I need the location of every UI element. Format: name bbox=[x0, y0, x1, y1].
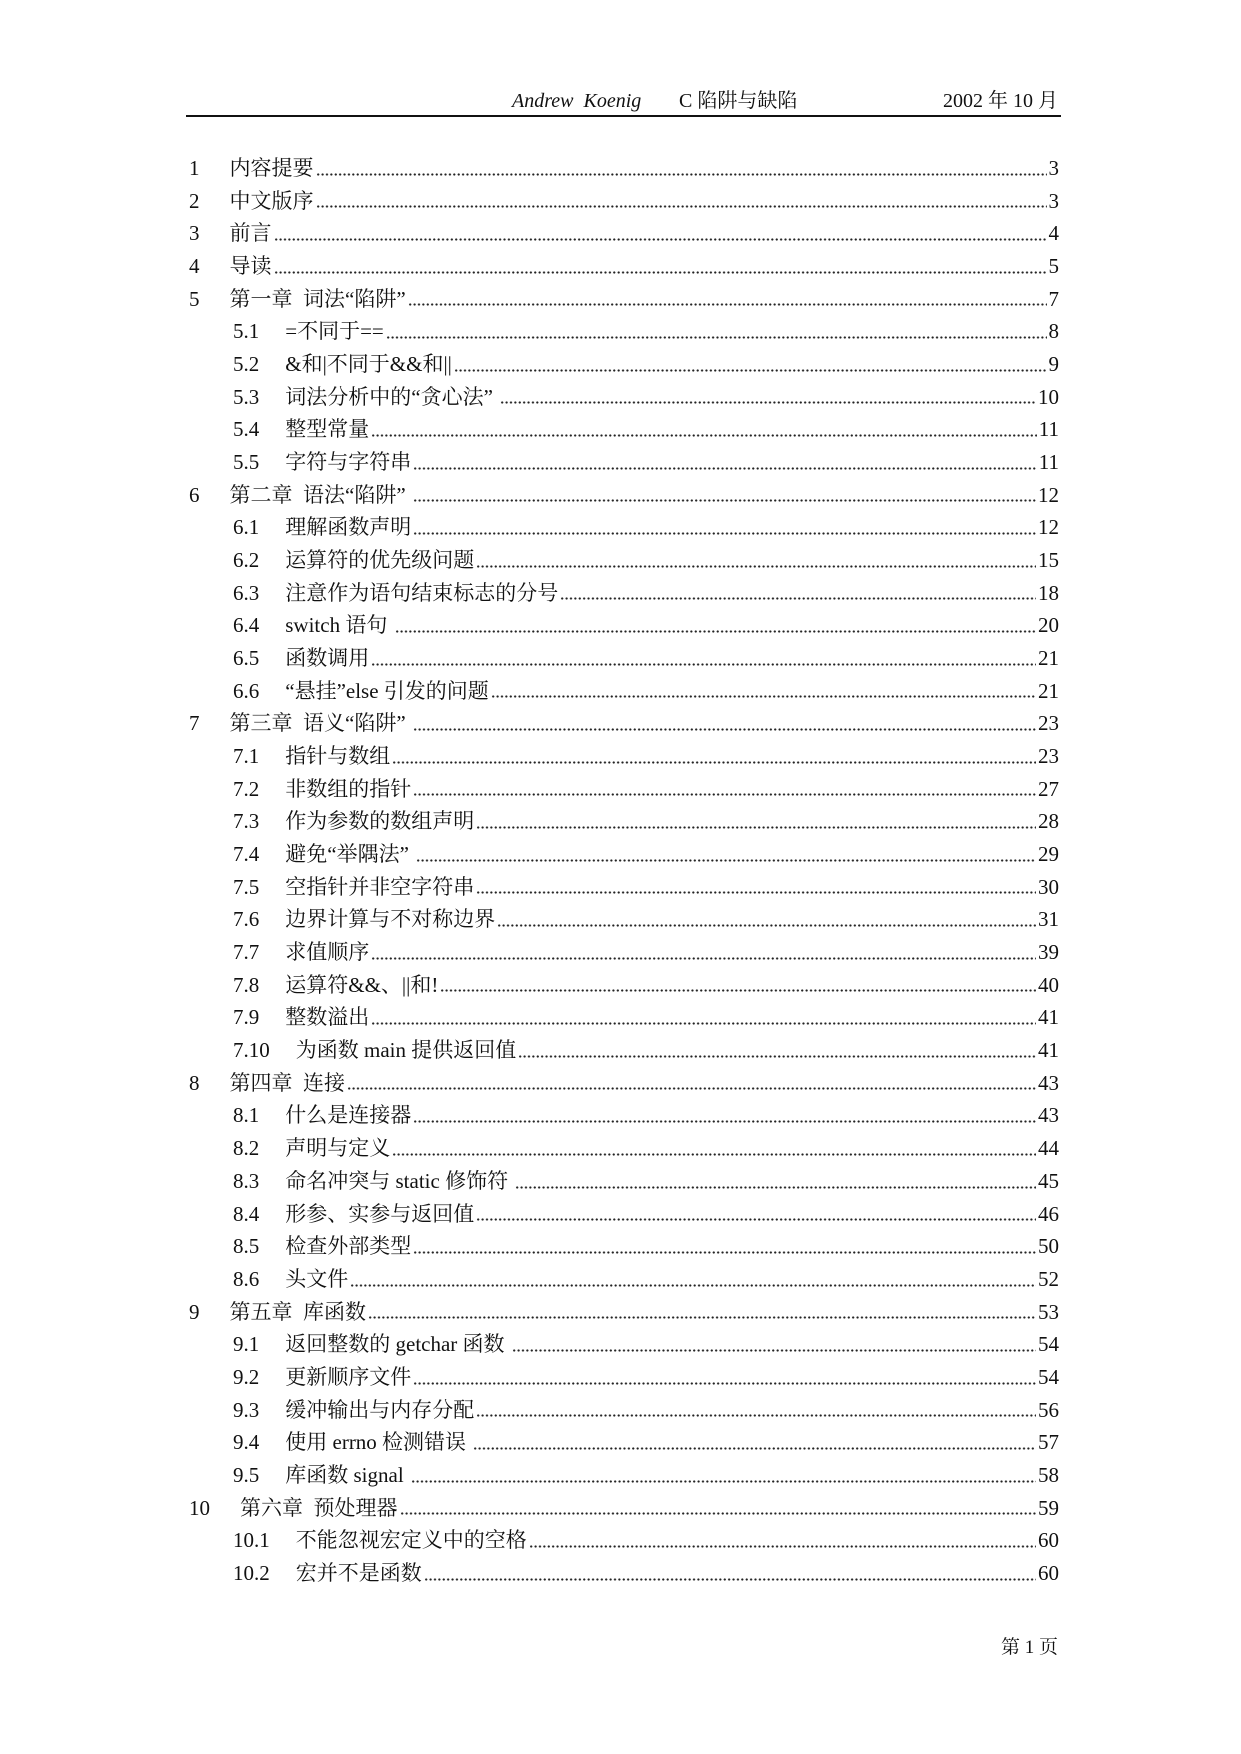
toc-entry[interactable] bbox=[189, 903, 1059, 936]
toc-entry-title: 什么是连接器 bbox=[285, 1103, 412, 1128]
toc-entry[interactable] bbox=[189, 1328, 1059, 1361]
toc-entry-title: 作为参数的数组声明 bbox=[285, 809, 475, 834]
toc-entry[interactable] bbox=[189, 707, 1059, 740]
toc-entry-title: 库函数 signal bbox=[285, 1462, 409, 1487]
toc-entry-title: 求值顺序 bbox=[285, 940, 370, 965]
dot-leader bbox=[408, 303, 1047, 306]
toc-entry-title: 运算符的优先级问题 bbox=[285, 548, 475, 573]
toc-entry-number: 6.1 bbox=[233, 515, 260, 540]
toc-entry-title: 指针与数组 bbox=[285, 744, 391, 769]
toc-entry-title: 整型常量 bbox=[285, 417, 370, 442]
toc-entry-title: 使用 errno 检测错误 bbox=[285, 1430, 472, 1455]
dot-leader bbox=[416, 859, 1036, 862]
dot-leader bbox=[476, 1414, 1036, 1417]
toc-entry-number: 4 bbox=[189, 254, 200, 279]
toc-entry-number: 5.4 bbox=[233, 417, 260, 442]
dot-leader bbox=[371, 434, 1037, 437]
toc-entry[interactable] bbox=[189, 609, 1059, 642]
dot-leader bbox=[411, 1480, 1036, 1483]
dot-leader bbox=[491, 695, 1036, 698]
dot-leader bbox=[529, 1545, 1036, 1548]
toc-entry-number: 6.4 bbox=[233, 613, 260, 638]
toc-entry[interactable] bbox=[189, 773, 1059, 806]
dot-leader bbox=[413, 728, 1036, 731]
dot-leader bbox=[454, 369, 1047, 372]
dot-leader bbox=[347, 1087, 1036, 1090]
toc-entry[interactable] bbox=[189, 446, 1059, 479]
toc-entry[interactable] bbox=[189, 1198, 1059, 1231]
dot-leader bbox=[560, 597, 1036, 600]
toc-entry[interactable] bbox=[189, 1459, 1059, 1492]
toc-entry-page: 43 bbox=[1038, 1103, 1059, 1128]
toc-entry-page: 60 bbox=[1038, 1560, 1059, 1585]
toc-entry-number: 9.3 bbox=[233, 1397, 260, 1422]
toc-entry-page: 23 bbox=[1038, 711, 1059, 736]
dot-leader bbox=[500, 401, 1036, 404]
dot-leader bbox=[274, 238, 1047, 241]
page-number: 第 1 页 bbox=[1000, 1637, 1058, 1658]
toc-entry-title: 第三章 语义“陷阱” bbox=[229, 711, 411, 736]
dot-leader bbox=[413, 467, 1037, 470]
toc-entry-number: 7.1 bbox=[233, 744, 260, 769]
toc-entry-page: 4 bbox=[1048, 221, 1059, 246]
dot-leader bbox=[512, 1349, 1036, 1352]
toc-entry-page: 21 bbox=[1038, 678, 1059, 703]
toc-entry[interactable] bbox=[189, 1557, 1059, 1590]
toc-entry-page: 54 bbox=[1038, 1364, 1059, 1389]
toc-entry-page: 27 bbox=[1038, 776, 1059, 801]
toc-entry-page: 50 bbox=[1038, 1234, 1059, 1259]
toc-entry-number: 9.2 bbox=[233, 1364, 260, 1389]
toc-entry[interactable] bbox=[189, 348, 1059, 381]
dot-leader bbox=[476, 891, 1036, 894]
toc-entry-number: 10.2 bbox=[233, 1560, 270, 1585]
toc-entry-title: 第六章 预处理器 bbox=[240, 1495, 398, 1520]
toc-entry-title: 非数组的指针 bbox=[285, 776, 412, 801]
toc-entry-page: 8 bbox=[1048, 319, 1059, 344]
toc-entry[interactable] bbox=[189, 217, 1059, 250]
toc-entry[interactable] bbox=[189, 1230, 1059, 1263]
toc-entry-title: 字符与字符串 bbox=[285, 450, 412, 475]
toc-entry-number: 7.2 bbox=[233, 776, 260, 801]
toc-entry-page: 15 bbox=[1038, 548, 1059, 573]
toc-entry-number: 9 bbox=[189, 1299, 200, 1324]
toc-entry[interactable] bbox=[189, 479, 1059, 512]
table-of-contents bbox=[189, 152, 1059, 1590]
toc-entry-page: 20 bbox=[1038, 613, 1059, 638]
toc-entry-title: 中文版序 bbox=[229, 188, 314, 213]
toc-entry-page: 9 bbox=[1048, 352, 1059, 377]
toc-entry-title: 运算符&&、||和! bbox=[285, 972, 439, 997]
toc-entry[interactable] bbox=[189, 1165, 1059, 1198]
toc-entry-title: &和|不同于&&和|| bbox=[285, 352, 452, 377]
toc-entry-page: 23 bbox=[1038, 744, 1059, 769]
toc-entry-title: 检查外部类型 bbox=[285, 1234, 412, 1259]
toc-entry-page: 41 bbox=[1038, 1038, 1059, 1063]
toc-entry-page: 29 bbox=[1038, 842, 1059, 867]
toc-entry-number: 6.2 bbox=[233, 548, 260, 573]
toc-entry[interactable] bbox=[189, 315, 1059, 348]
dot-leader bbox=[518, 1055, 1036, 1058]
toc-entry[interactable] bbox=[189, 577, 1059, 610]
dot-leader bbox=[316, 173, 1047, 176]
toc-entry-title: 头文件 bbox=[285, 1266, 349, 1291]
toc-entry-page: 5 bbox=[1048, 254, 1059, 279]
toc-entry-title: 理解函数声明 bbox=[285, 515, 412, 540]
dot-leader bbox=[316, 205, 1047, 208]
toc-entry-page: 39 bbox=[1038, 940, 1059, 965]
toc-entry-number: 7.6 bbox=[233, 907, 260, 932]
toc-entry-number: 6.5 bbox=[233, 646, 260, 671]
toc-entry[interactable] bbox=[189, 1099, 1059, 1132]
toc-entry-number: 8.1 bbox=[233, 1103, 260, 1128]
toc-entry-title: 声明与定义 bbox=[285, 1136, 391, 1161]
dot-leader bbox=[371, 663, 1036, 666]
page-header bbox=[0, 88, 1241, 114]
toc-entry[interactable] bbox=[189, 511, 1059, 544]
toc-entry-page: 11 bbox=[1038, 450, 1059, 475]
toc-entry-page: 10 bbox=[1038, 384, 1059, 409]
dot-leader bbox=[413, 1251, 1036, 1254]
toc-entry-title: 命名冲突与 static 修饰符 bbox=[285, 1168, 514, 1193]
toc-entry[interactable] bbox=[189, 1132, 1059, 1165]
toc-entry-page: 40 bbox=[1038, 972, 1059, 997]
toc-entry-title: 导读 bbox=[229, 254, 272, 279]
toc-entry-page: 31 bbox=[1038, 907, 1059, 932]
dot-leader bbox=[515, 1186, 1036, 1189]
toc-entry[interactable] bbox=[189, 969, 1059, 1002]
toc-entry-page: 54 bbox=[1038, 1332, 1059, 1357]
toc-entry-title: 整数溢出 bbox=[285, 1005, 370, 1030]
toc-entry-title: 宏并不是函数 bbox=[295, 1560, 422, 1585]
toc-entry[interactable] bbox=[189, 1067, 1059, 1100]
toc-entry[interactable] bbox=[189, 1296, 1059, 1329]
toc-entry-number: 7.8 bbox=[233, 972, 260, 997]
toc-entry-page: 21 bbox=[1038, 646, 1059, 671]
toc-entry[interactable] bbox=[189, 152, 1059, 185]
toc-entry-page: 41 bbox=[1038, 1005, 1059, 1030]
toc-entry-page: 57 bbox=[1038, 1430, 1059, 1455]
dot-leader bbox=[497, 924, 1036, 927]
toc-entry-title: 不能忽视宏定义中的空格 bbox=[295, 1528, 527, 1553]
toc-entry-number: 7.3 bbox=[233, 809, 260, 834]
toc-entry[interactable] bbox=[189, 1426, 1059, 1459]
dot-leader bbox=[424, 1578, 1036, 1581]
dot-leader bbox=[476, 826, 1036, 829]
toc-entry-page: 3 bbox=[1048, 156, 1059, 180]
header-author: Andrew Koenig bbox=[512, 90, 642, 112]
toc-entry-page: 59 bbox=[1038, 1495, 1059, 1520]
toc-entry-number: 8.4 bbox=[233, 1201, 260, 1226]
toc-entry-title: 空指针并非空字符串 bbox=[285, 874, 475, 899]
header-book-title: C 陷阱与缺陷 bbox=[679, 90, 798, 112]
toc-entry-title: 边界计算与不对称边界 bbox=[285, 907, 496, 932]
toc-entry-page: 30 bbox=[1038, 874, 1059, 899]
dot-leader bbox=[476, 1218, 1036, 1221]
toc-entry-title: 词法分析中的“贪心法” bbox=[285, 384, 499, 409]
toc-entry[interactable] bbox=[189, 185, 1059, 218]
toc-entry-number: 6.3 bbox=[233, 580, 260, 605]
toc-entry-number: 7.4 bbox=[233, 842, 260, 867]
toc-entry[interactable] bbox=[189, 642, 1059, 675]
toc-entry-title: 为函数 main 提供返回值 bbox=[295, 1038, 517, 1063]
toc-entry-number: 8.5 bbox=[233, 1234, 260, 1259]
toc-entry[interactable] bbox=[189, 740, 1059, 773]
toc-entry-number: 1 bbox=[189, 156, 200, 180]
toc-entry-number: 5 bbox=[189, 286, 200, 311]
dot-leader bbox=[350, 1284, 1036, 1287]
toc-entry-title: 第五章 库函数 bbox=[229, 1299, 366, 1324]
toc-entry-title: =不同于== bbox=[285, 319, 384, 344]
toc-entry-page: 52 bbox=[1038, 1266, 1059, 1291]
toc-entry-title: 第四章 连接 bbox=[229, 1070, 345, 1095]
toc-entry-number: 7.7 bbox=[233, 940, 260, 965]
toc-entry-page: 45 bbox=[1038, 1168, 1059, 1193]
toc-entry-title: 缓冲输出与内存分配 bbox=[285, 1397, 475, 1422]
toc-entry-number: 7.5 bbox=[233, 874, 260, 899]
toc-entry[interactable] bbox=[189, 250, 1059, 283]
toc-entry[interactable] bbox=[189, 838, 1059, 871]
dot-leader bbox=[274, 271, 1047, 274]
toc-entry[interactable] bbox=[189, 1524, 1059, 1557]
toc-entry-number: 8.3 bbox=[233, 1168, 260, 1193]
toc-entry[interactable] bbox=[189, 1001, 1059, 1034]
toc-entry-title: 第一章 词法“陷阱” bbox=[229, 286, 406, 311]
dot-leader bbox=[400, 1512, 1037, 1515]
dot-leader bbox=[413, 1120, 1036, 1123]
toc-entry[interactable] bbox=[189, 871, 1059, 904]
toc-entry-page: 28 bbox=[1038, 809, 1059, 834]
toc-entry-page: 12 bbox=[1038, 515, 1059, 540]
dot-leader bbox=[386, 336, 1047, 339]
toc-entry[interactable] bbox=[189, 413, 1059, 446]
toc-entry-number: 5.2 bbox=[233, 352, 260, 377]
toc-entry-page: 12 bbox=[1038, 482, 1059, 507]
toc-entry[interactable] bbox=[189, 381, 1059, 414]
toc-entry-title: 形参、实参与返回值 bbox=[285, 1201, 475, 1226]
toc-entry-title: 第二章 语法“陷阱” bbox=[229, 482, 411, 507]
toc-entry-page: 53 bbox=[1038, 1299, 1059, 1324]
toc-entry-number: 3 bbox=[189, 221, 200, 246]
toc-entry-number: 8.2 bbox=[233, 1136, 260, 1161]
dot-leader bbox=[413, 532, 1036, 535]
dot-leader bbox=[371, 1022, 1036, 1025]
toc-entry-title: 内容提要 bbox=[229, 156, 314, 180]
toc-entry-number: 10 bbox=[189, 1495, 210, 1520]
toc-entry-page: 11 bbox=[1038, 417, 1059, 442]
toc-entry-number: 7.10 bbox=[233, 1038, 270, 1063]
toc-entry[interactable] bbox=[189, 1492, 1059, 1525]
toc-entry-number: 9.5 bbox=[233, 1462, 260, 1487]
toc-entry-number: 5.3 bbox=[233, 384, 260, 409]
dot-leader bbox=[413, 793, 1036, 796]
dot-leader bbox=[392, 1153, 1036, 1156]
toc-entry-number: 7.9 bbox=[233, 1005, 260, 1030]
toc-entry-title: “悬挂”else 引发的问题 bbox=[285, 678, 489, 703]
toc-entry[interactable] bbox=[189, 805, 1059, 838]
toc-entry-title: switch 语句 bbox=[285, 613, 393, 638]
toc-entry-number: 5.5 bbox=[233, 450, 260, 475]
toc-entry-page: 3 bbox=[1048, 188, 1059, 213]
toc-entry-page: 43 bbox=[1038, 1070, 1059, 1095]
toc-entry-title: 避免“举隅法” bbox=[285, 842, 415, 867]
toc-entry-page: 60 bbox=[1038, 1528, 1059, 1553]
toc-entry-number: 2 bbox=[189, 188, 200, 213]
dot-leader bbox=[473, 1447, 1036, 1450]
toc-entry[interactable] bbox=[189, 675, 1059, 708]
toc-entry-number: 10.1 bbox=[233, 1528, 270, 1553]
toc-entry-title: 前言 bbox=[229, 221, 272, 246]
toc-entry-number: 6.6 bbox=[233, 678, 260, 703]
toc-entry-number: 6 bbox=[189, 482, 200, 507]
toc-entry[interactable] bbox=[189, 936, 1059, 969]
header-date: 2002 年 10 月 bbox=[943, 90, 1058, 112]
toc-entry-number: 8 bbox=[189, 1070, 200, 1095]
toc-entry-page: 44 bbox=[1038, 1136, 1059, 1161]
toc-entry-title: 更新顺序文件 bbox=[285, 1364, 412, 1389]
toc-entry-number: 8.6 bbox=[233, 1266, 260, 1291]
toc-entry[interactable] bbox=[189, 1034, 1059, 1067]
toc-entry[interactable] bbox=[189, 1394, 1059, 1427]
dot-leader bbox=[371, 957, 1036, 960]
toc-entry-number: 7 bbox=[189, 711, 200, 736]
toc-entry[interactable] bbox=[189, 1361, 1059, 1394]
toc-entry-title: 函数调用 bbox=[285, 646, 370, 671]
toc-entry-page: 46 bbox=[1038, 1201, 1059, 1226]
dot-leader bbox=[476, 565, 1036, 568]
toc-entry-page: 18 bbox=[1038, 580, 1059, 605]
dot-leader bbox=[413, 499, 1036, 502]
toc-entry-number: 9.1 bbox=[233, 1332, 260, 1357]
dot-leader bbox=[395, 630, 1036, 633]
toc-entry-page: 56 bbox=[1038, 1397, 1059, 1422]
dot-leader bbox=[368, 1316, 1036, 1319]
toc-entry-page: 7 bbox=[1048, 286, 1059, 311]
header-rule bbox=[186, 115, 1061, 117]
toc-entry[interactable] bbox=[189, 1263, 1059, 1296]
toc-entry-number: 5.1 bbox=[233, 319, 260, 344]
toc-entry[interactable] bbox=[189, 544, 1059, 577]
toc-entry[interactable] bbox=[189, 283, 1059, 316]
toc-entry-page: 58 bbox=[1038, 1462, 1059, 1487]
toc-entry-title: 注意作为语句结束标志的分号 bbox=[285, 580, 559, 605]
toc-entry-title: 返回整数的 getchar 函数 bbox=[285, 1332, 510, 1357]
dot-leader bbox=[440, 989, 1036, 992]
toc-entry-number: 9.4 bbox=[233, 1430, 260, 1455]
dot-leader bbox=[392, 761, 1036, 764]
dot-leader bbox=[413, 1382, 1036, 1385]
